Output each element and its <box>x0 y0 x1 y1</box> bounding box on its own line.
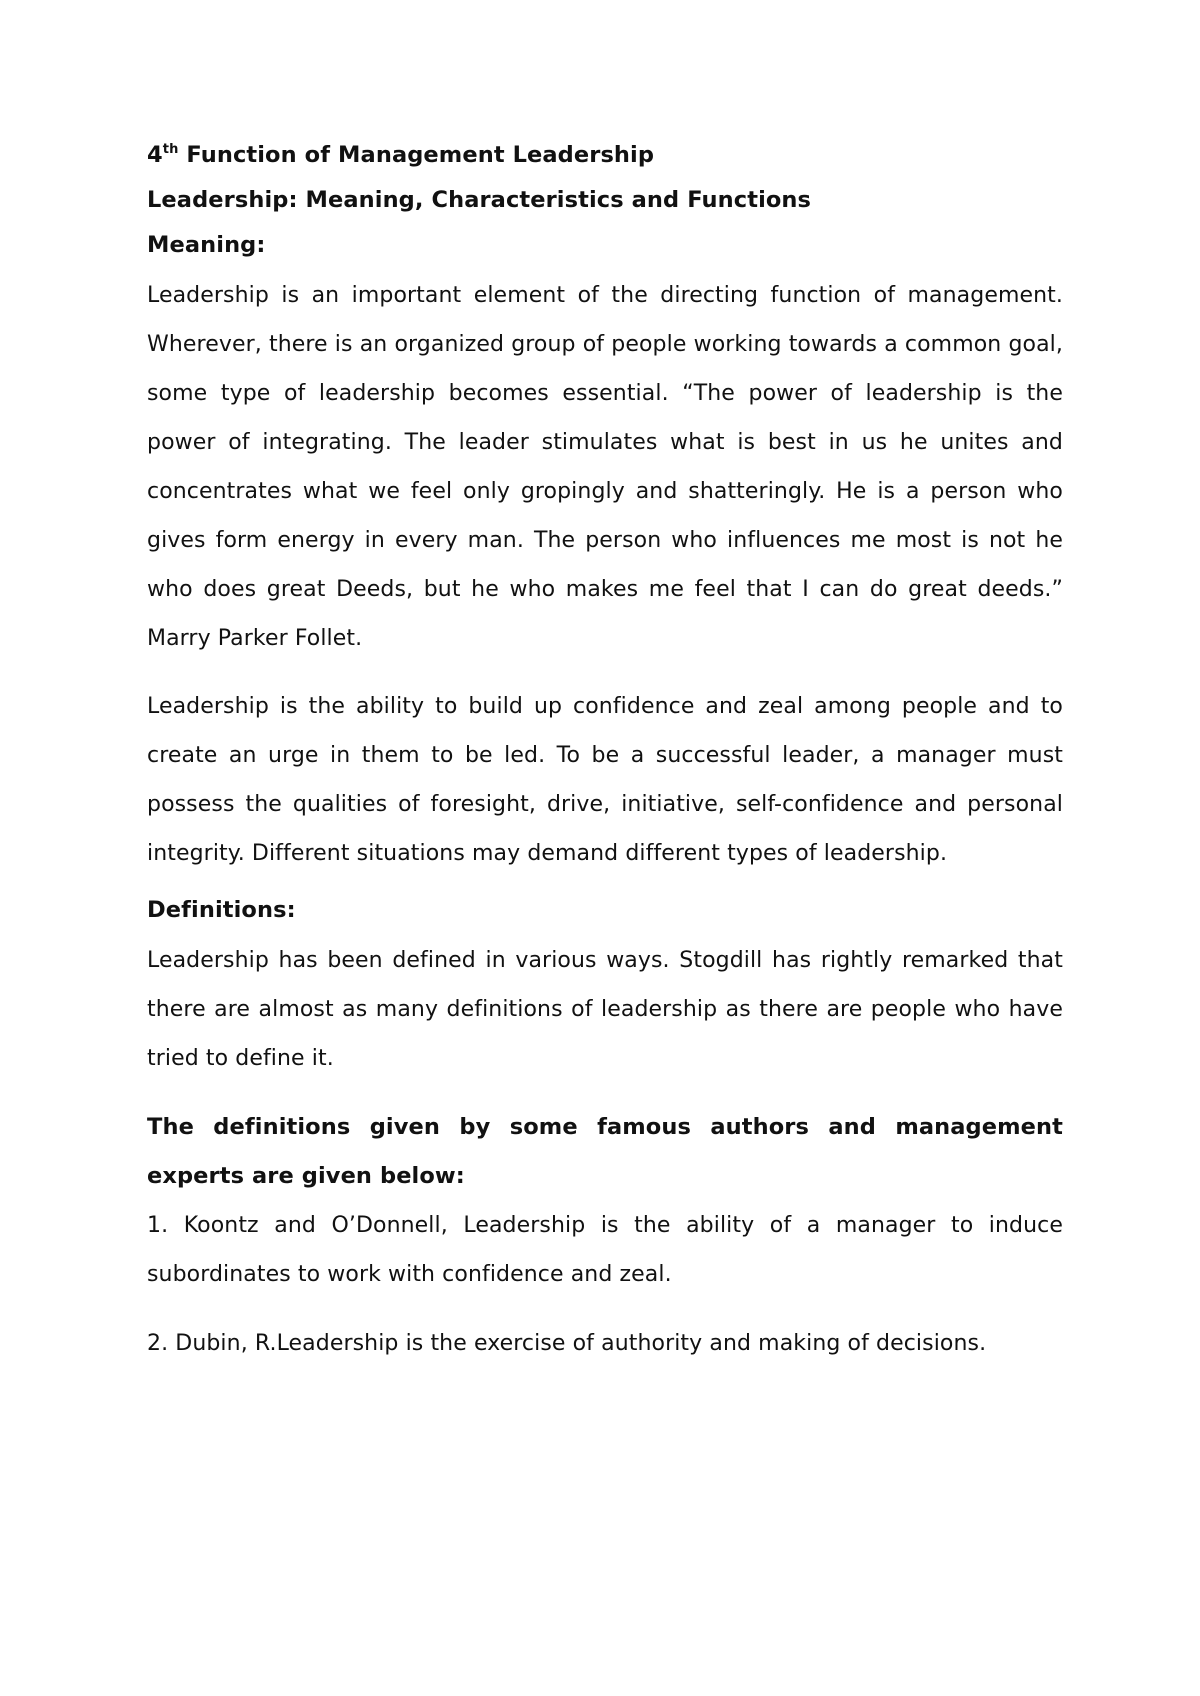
definition-list-item: 1. Koontz and O’Donnell, Leadership is the ability of a manager to induce subordinates to work with confidence and zeal. <box>147 1213 1063 1287</box>
title-ordinal-suffix: th <box>162 141 179 157</box>
document-subtitle: Leadership: Meaning, Characteristics and Functions <box>147 187 812 213</box>
definitions-heading: Definitions: <box>147 897 296 923</box>
meaning-heading: Meaning: <box>147 232 266 258</box>
definitions-paragraph: Leadership has been defined in various ways. Stogdill has rightly remarked that there are almost as many definitions of leadership as there are people who have tried to define it. <box>147 948 1063 1071</box>
leadership-ability-paragraph: Leadership is the ability to build up confidence and zeal among people and to create an urge in them to be led. To be a successful leader, a manager must possess the qualities of foresight, drive, initiative, self-confidence and personal integrity. Different situations may demand different types of leadership. <box>147 694 1063 866</box>
title-text: Function of Management Leadership <box>178 142 655 168</box>
meaning-paragraph: Leadership is an important element of the directing function of management. Wherever, there is an organized group of people working towards a common goal, some type of leadership becomes essential. “The power of leadership is the power of integrating. The leader stimulates what is best in us he unites and concentrates what we feel only gropingly and shatteringly. He is a person who gives form energy in every man. The person who influences me most is not he who does great Deeds, but he who makes me feel that I can do great deeds.” Marry Parker Follet. <box>147 283 1063 651</box>
definition-list-item: 2. Dubin, R.Leadership is the exercise of authority and making of decisions. <box>147 1331 987 1356</box>
authors-definitions-heading: The definitions given by some famous authors and management experts are given below: <box>147 1114 1063 1189</box>
document-content <box>147 140 1063 1368</box>
document-title <box>147 140 1063 170</box>
title-number: 4 <box>147 142 163 168</box>
